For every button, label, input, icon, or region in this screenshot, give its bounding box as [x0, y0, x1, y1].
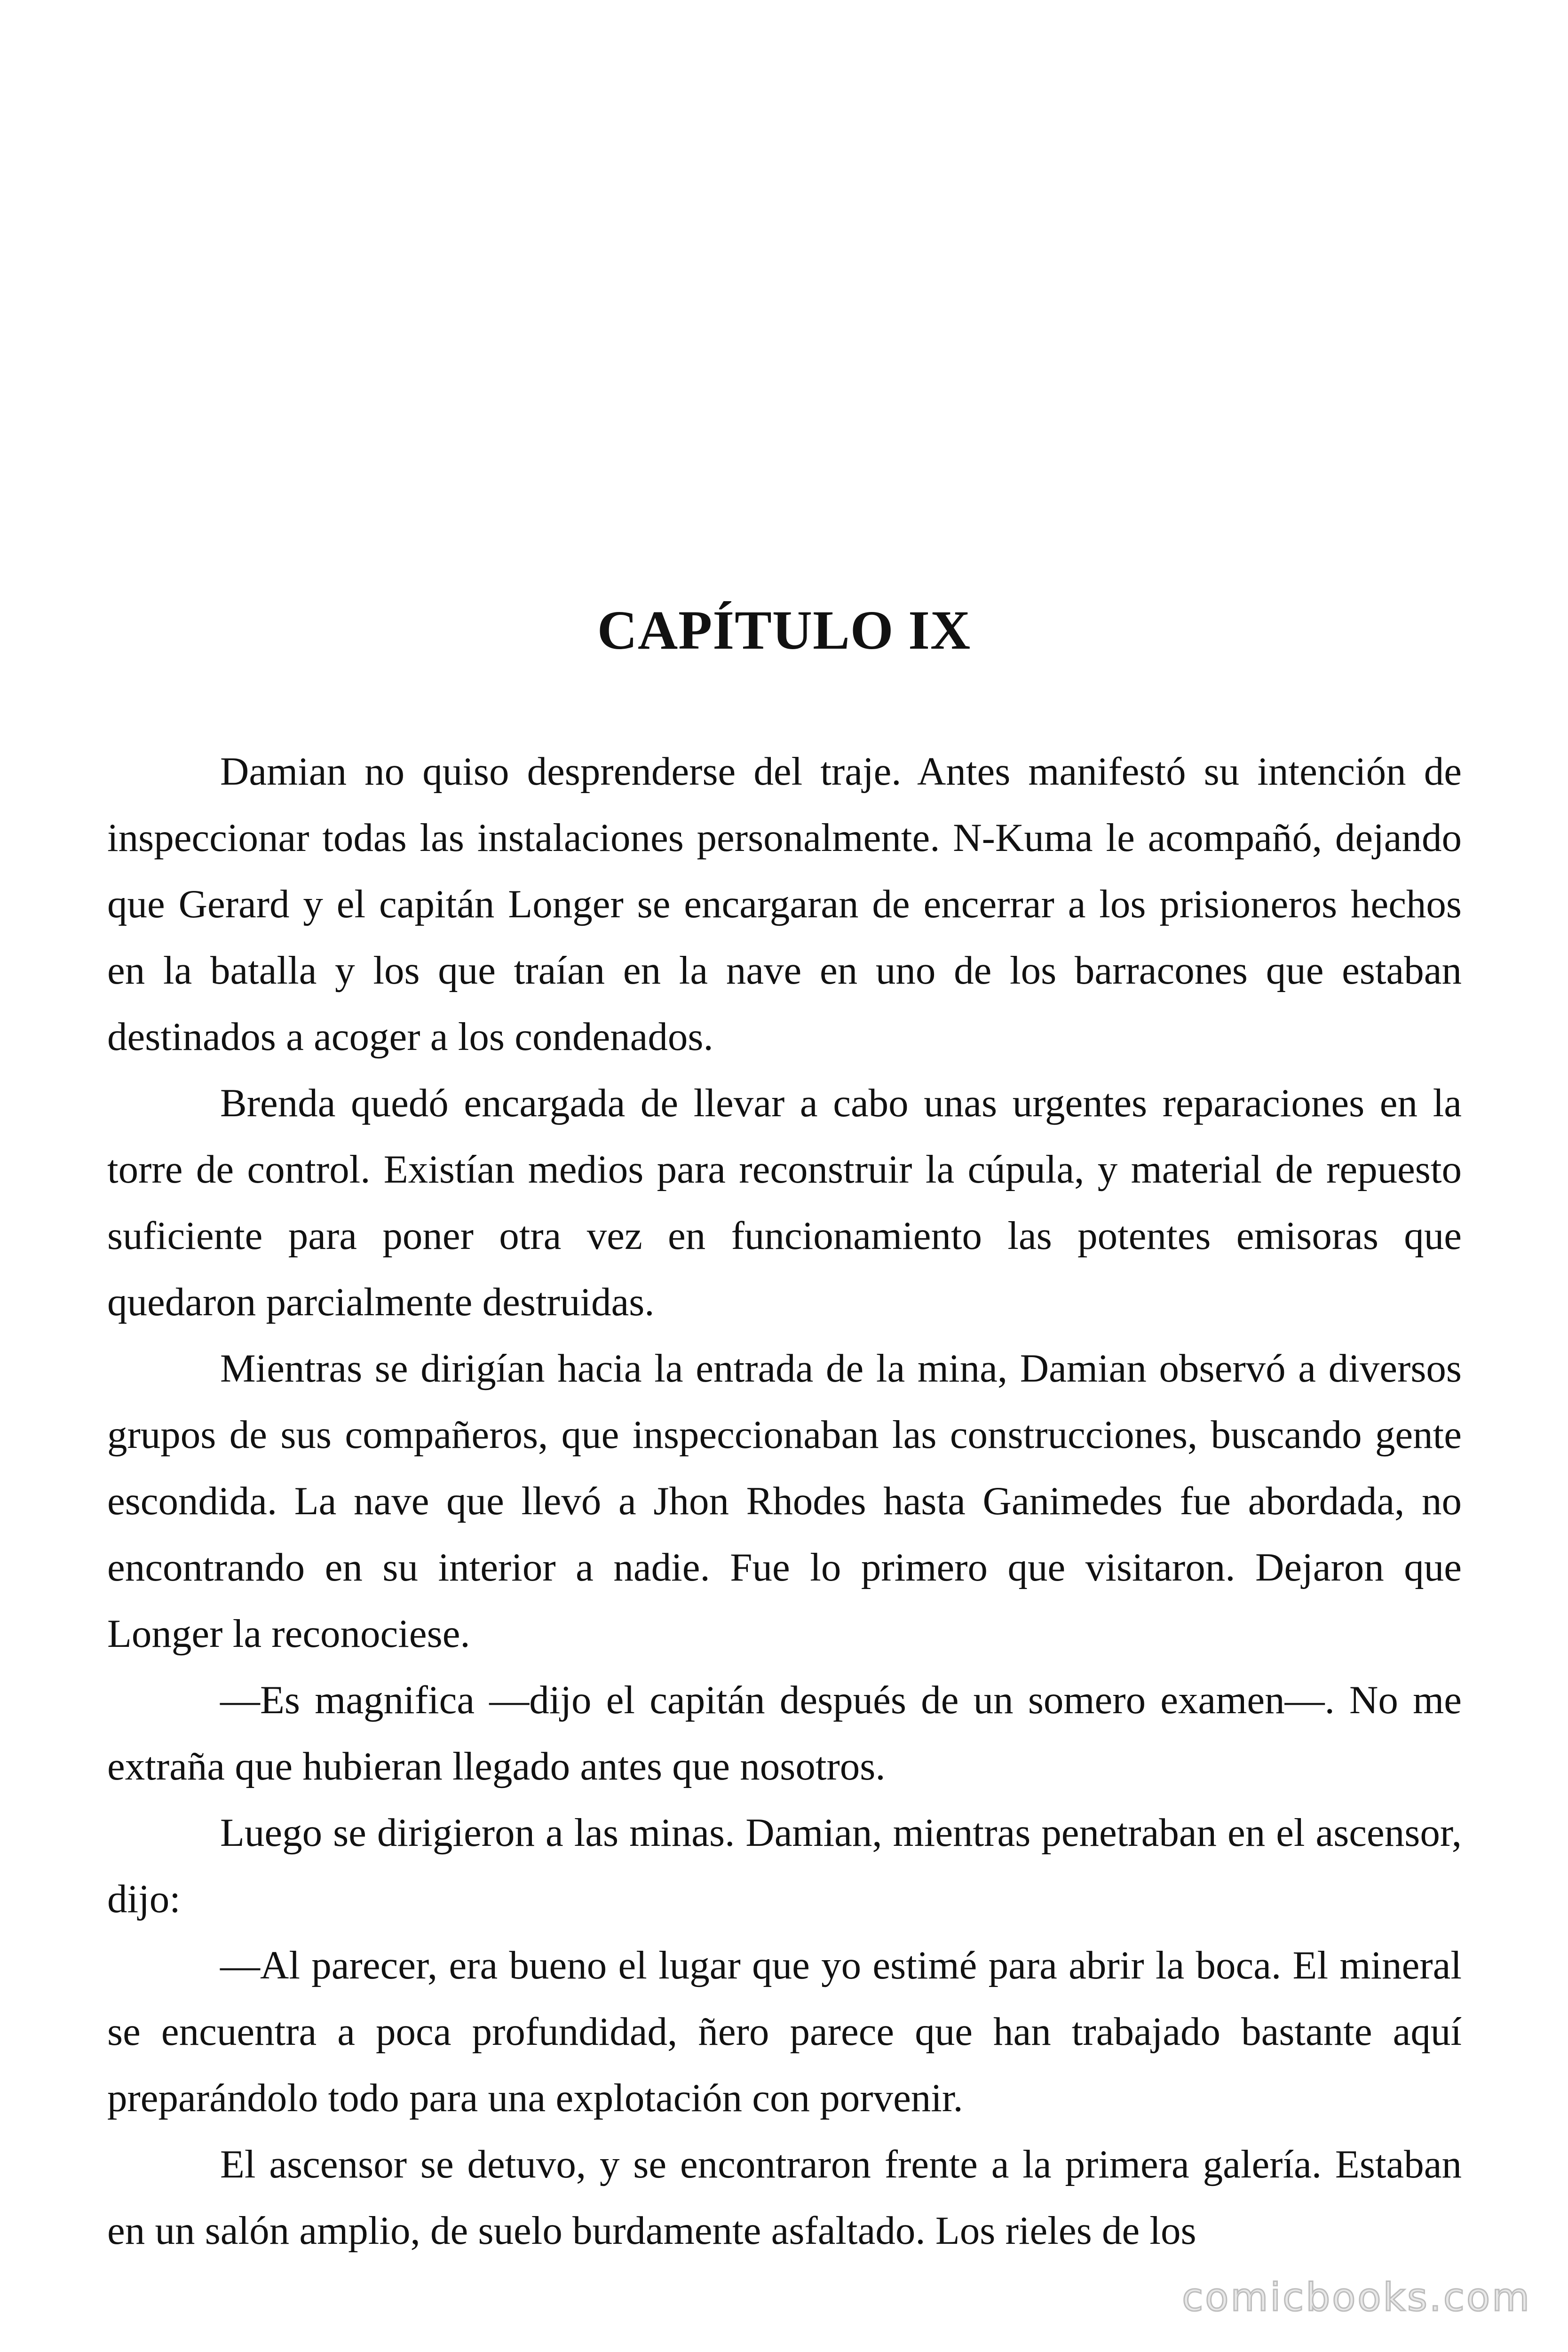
paragraph: El ascensor se detuvo, y se encontraron frente a la primera galería. Estaban en un salón amplio, de suelo burdamente asfaltado. Los rieles de los [107, 2142, 1462, 2253]
paragraph: Mientras se dirigían hacia la entrada de la mina, Damian observó a diversos grupos de sus compañeros, que inspeccionaban las construcciones, buscando gente escondida. La nave que llevó a Jhon Rhodes hasta Ganimedes fue abordada, no encontrando en su interior a nadie. Fue lo primero que visitaron. Dejaron que Longer la reconociese. [107, 1346, 1462, 1656]
paragraph: Damian no quiso desprenderse del traje. Antes manifestó su intención de inspeccionar todas las instalaciones personalmente. N-Kuma le acompañó, dejando que Gerard y el capitán Longer se encargaran de encerrar a los prisioneros hechos en la batalla y los que traían en la nave en uno de los barracones que estaban destinados a acoger a los condenados. [107, 749, 1462, 1059]
dialogue-paragraph: —Al parecer, era bueno el lugar que yo estimé para abrir la boca. El mineral se encuentra a poca profundidad, ñero parece que han trabajado bastante aquí preparándolo todo para una explotación con porvenir. [107, 1943, 1462, 2120]
chapter-title: CAPÍTULO IX [597, 599, 971, 661]
paragraph: Luego se dirigieron a las minas. Damian, mientras penetraban en el ascensor, dijo: [107, 1811, 1462, 1921]
paragraph: Brenda quedó encargada de llevar a cabo unas urgentes reparaciones en la torre de control. Existían medios para reconstruir la cúpula, y material de repuesto suficiente para poner otra vez en funcionamiento las potentes emisoras que quedaron parcialmente destruidas. [107, 1081, 1462, 1324]
dialogue-paragraph: —Es magnifica —dijo el capitán después de un somero examen—. No me extraña que hubieran llegado antes que nosotros. [107, 1678, 1462, 1788]
chapter-body [107, 739, 1462, 2264]
watermark: comicbooks.com [1182, 2275, 1531, 2320]
